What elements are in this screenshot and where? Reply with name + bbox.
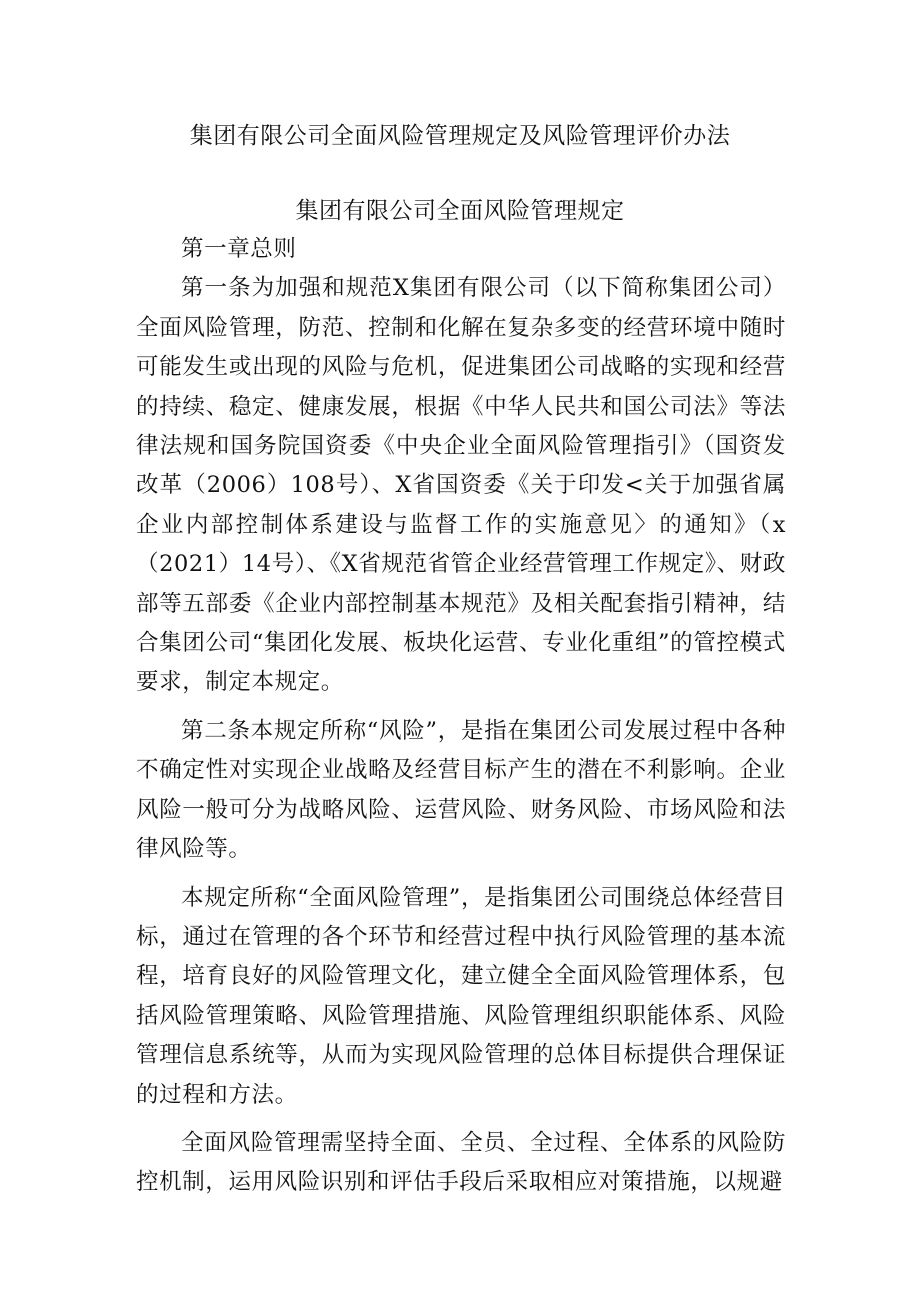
document-body [136,230,786,1203]
chapter-heading: 第一章总则 [181,236,297,262]
paragraph-article-2: 第二条本规定所称“风险”，是指在集团公司发展过程中各种不确定性对实现企业战略及经营目标产生的潜在不利影响。企业风险一般可分为战略风险、运营风险、财务风险、市场风险和法律风险等。 [136,717,786,863]
paragraph-risk-management-definition: 本规定所称“全面风险管理”，是指集团公司围绕总体经营目标，通过在管理的各个环节和经营过程中执行风险管理的基本流程，培育良好的风险管理文化，建立健全全面风险管理体系，包括风险管理策略、风险管理措施、风险管理组织职能体系、风险管理信息系统等，从而为实现风险管理的总体目标提供合理保证的过程和方法。 [136,884,786,1108]
paragraph-risk-management-principle: 全面风险管理需坚持全面、全员、全过程、全体系的风险防控机制，运用风险识别和评估手段后采取相应对策措施，以规避 [136,1129,786,1196]
paragraph-article-1: 第一条为加强和规范X集团有限公司（以下简称集团公司）全面风险管理，防范、控制和化解在复杂多变的经营环境中随时可能发生或出现的风险与危机，促进集团公司战略的实现和经营的持续、稳定、健康发展，根据《中华人民共和国公司法》等法律法规和国务院国资委《中央企业全面风险管理指引》（国资发改革（2006）108号）、X省国资委《关于印发<关于加强省属企业内部控制体系建设与监督工作的实施意见〉的通知》（x（2021）14号）、《X省规范省管企业经营管理工作规定》、财政部等五部委《企业内部控制基本规范》及相关配套指引精神，结合集团公司“集团化发展、板块化运营、专业化重组”的管控模式要求，制定本规定。 [136,275,786,696]
document-subtitle: 集团有限公司全面风险管理规定 [295,198,625,224]
document-title: 集团有限公司全面风险管理规定及风险管理评价办法 [189,123,731,149]
